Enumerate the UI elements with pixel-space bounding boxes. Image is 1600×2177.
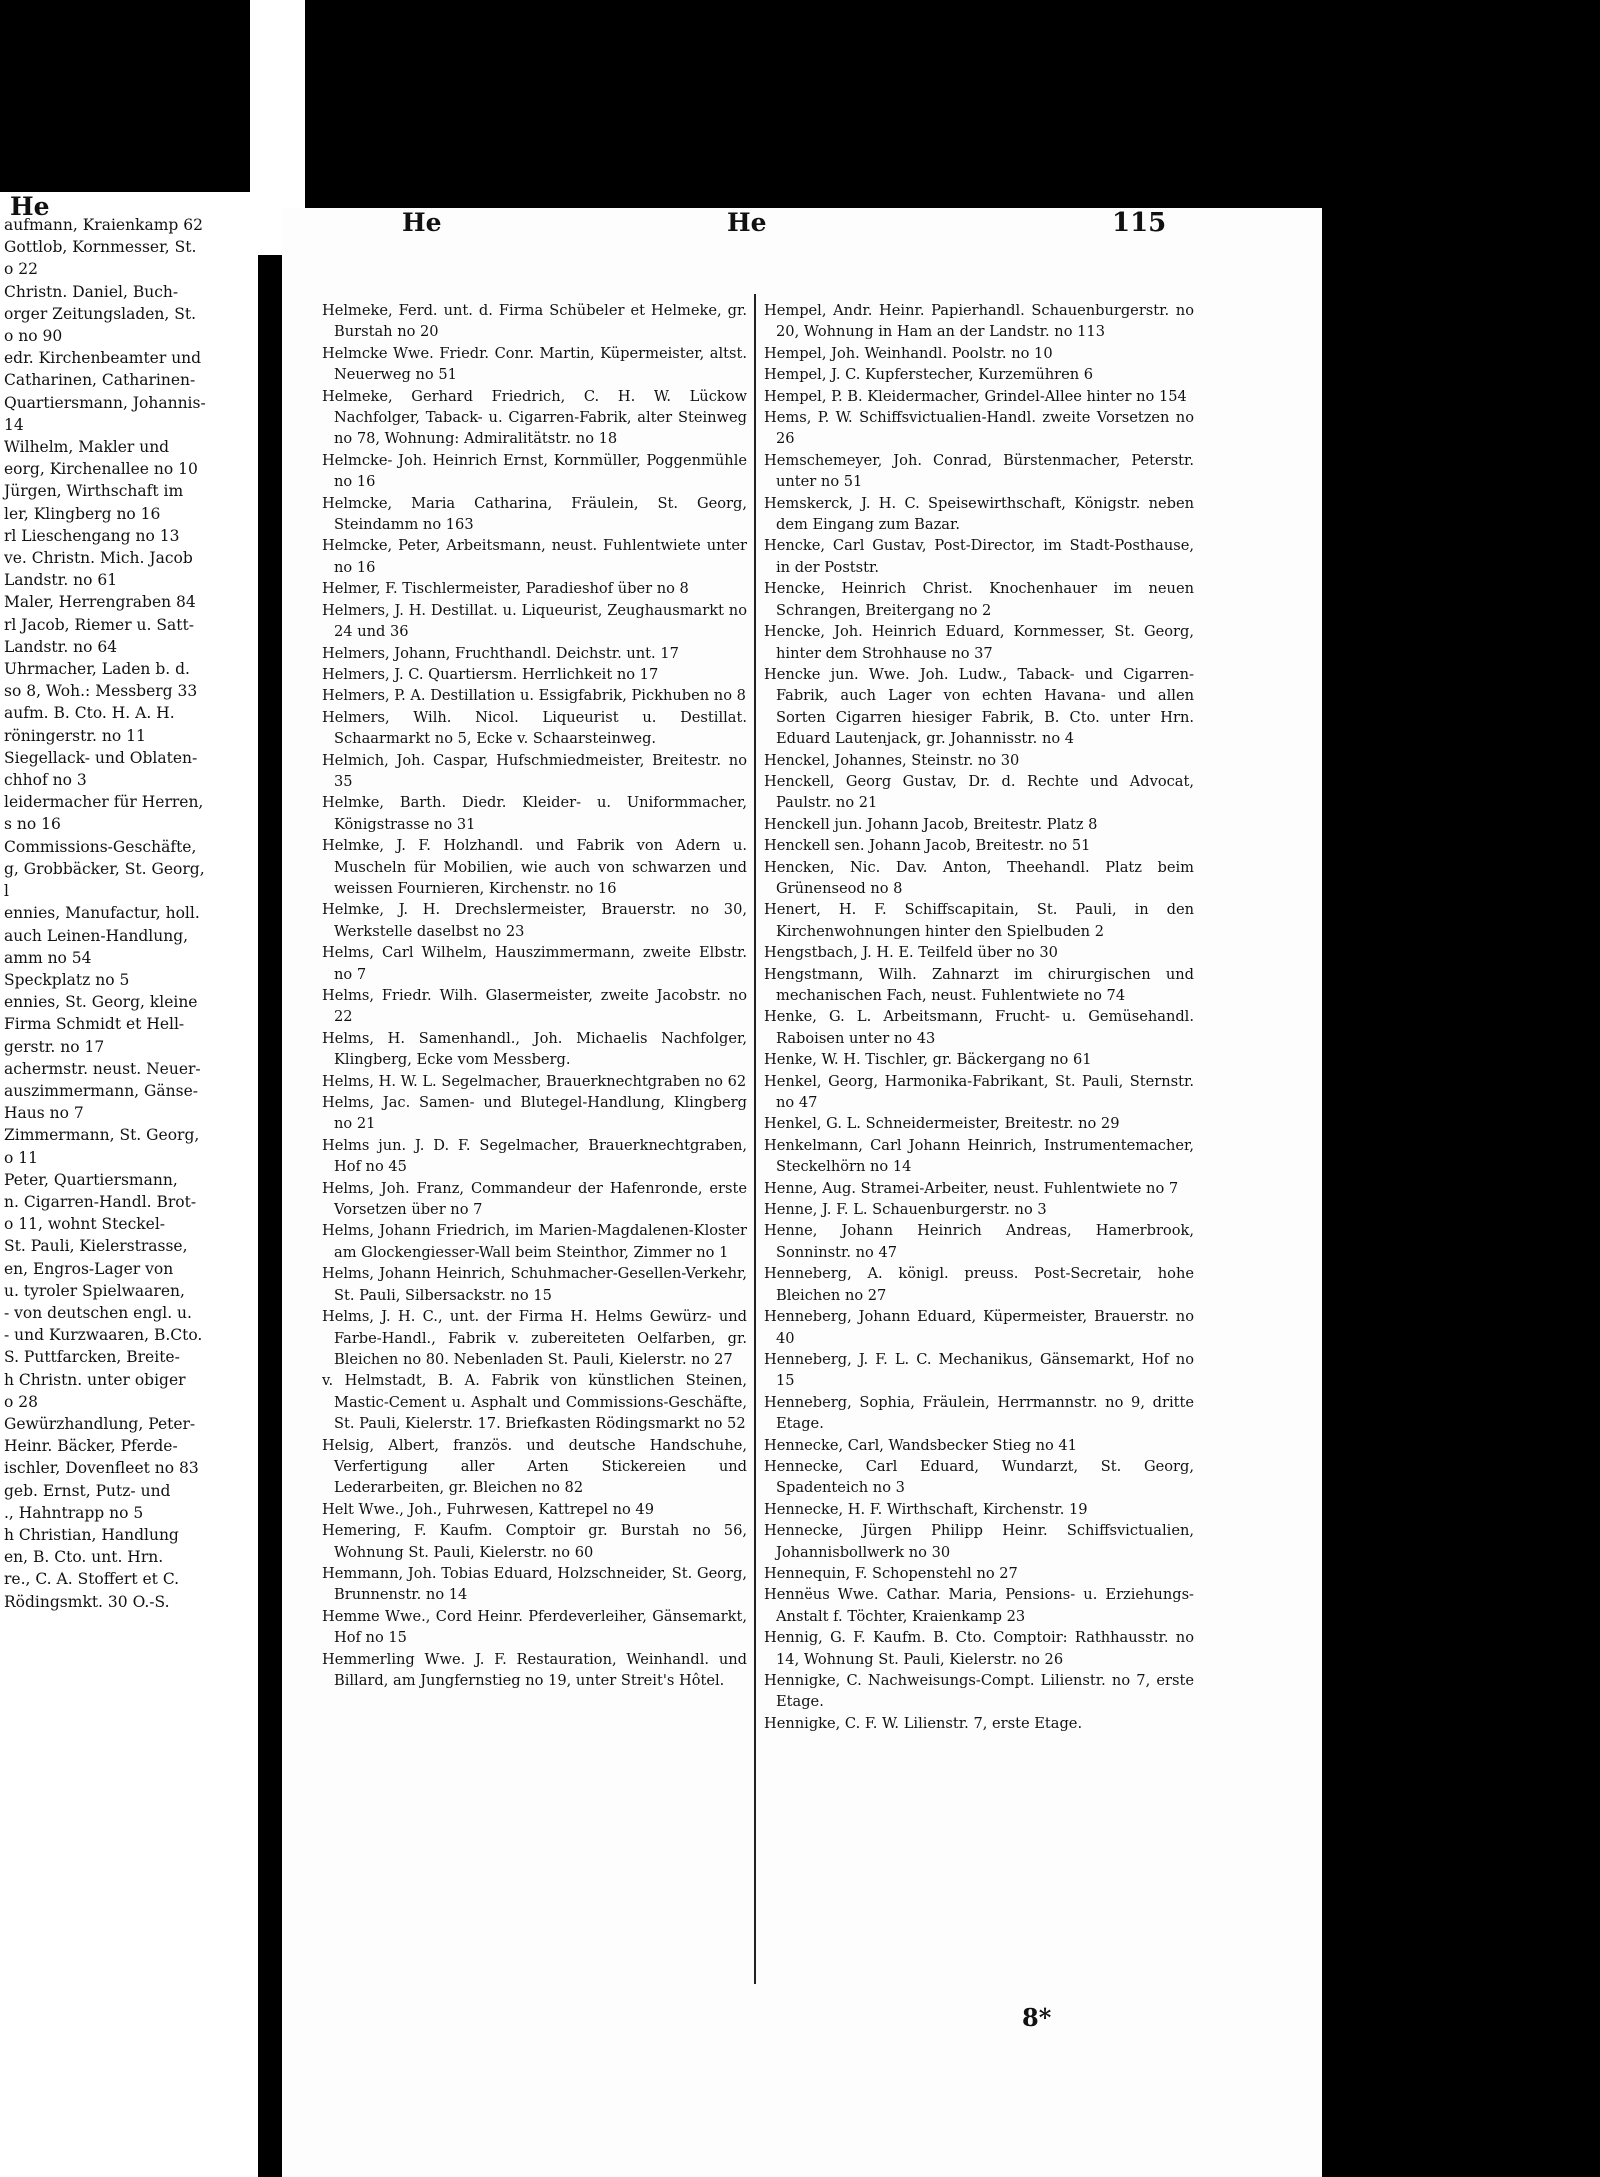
directory-entry: Hencken, Nic. Dav. Anton, Theehandl. Platz beim Grünenseod no 8 [764,858,1194,897]
directory-column-right [764,300,1194,1734]
directory-entry: Hemskerck, J. H. C. Speisewirthschaft, Königstr. neben dem Eingang zum Bazar. [764,494,1194,534]
left-page-line: rl Jacob, Riemer u. Satt- [4,615,194,634]
left-page-line: - von deutschen engl. u. [4,1303,192,1322]
directory-entry: Hennecke, Jürgen Philipp Heinr. Schiffsvictualien, Johannisbollwerk no 30 [764,1522,1194,1561]
left-page-line: Gottlob, Kornmesser, St. [4,238,197,257]
directory-entry: Helms jun. J. D. F. Segelmacher, Brauerknechtgraben, Hof no 45 [322,1136,747,1176]
left-page-line: auch Leinen-Handlung, [4,926,189,945]
directory-entry: Henkelmann, Carl Johann Heinrich, Instrumentemacher, Steckelhörn no 14 [764,1136,1194,1176]
left-page-line: 14 [4,415,24,434]
left-page-line: achermstr. neust. Neuer- [4,1059,201,1078]
left-page-line: Christn. Daniel, Buch- [4,282,179,301]
left-page-line: Zimmermann, St. Georg, [4,1126,200,1145]
directory-entry: Hemmann, Joh. Tobias Eduard, Holzschneider, St. Georg, Brunnenstr. no 14 [322,1564,747,1604]
left-page-line: Landstr. no 64 [4,637,118,656]
directory-entry: Henckell jun. Johann Jacob, Breitestr. Platz 8 [764,815,1098,833]
directory-entry: Helms, H. Samenhandl., Joh. Michaelis Nachfolger, Klingberg, Ecke vom Messberg. [322,1029,747,1069]
left-page-line: aufm. B. Cto. H. A. H. [4,704,175,723]
column-divider [754,294,756,1984]
left-page-line: s no 16 [4,815,61,834]
left-page-line: Rödingsmkt. 30 O.-S. [4,1592,170,1611]
left-page-line: Catharinen, Catharinen- [4,371,196,390]
left-page-line: u. tyroler Spielwaaren, [4,1281,185,1300]
left-page-line: Heinr. Bäcker, Pferde- [4,1437,178,1456]
directory-entry: Hencke, Joh. Heinrich Eduard, Kornmesser, St. Georg, hinter dem Strohhause no 37 [764,623,1194,662]
left-page-header: He [10,192,50,221]
left-page-line: o 28 [4,1392,38,1411]
directory-entry: Hencke jun. Wwe. Joh. Ludw., Taback- und Cigarren-Fabrik, auch Lager von echten Havana- und allen Sorten Cigarren hiesiger Fabrik, B. Cto. unter Hrn. Eduard Lautenjack, gr. Johannisstr. no 4 [764,665,1194,748]
left-page-line: Peter, Quartiersmann, [4,1170,178,1189]
directory-column-left [322,300,747,1691]
directory-entry: Henneberg, A. königl. preuss. Post-Secretair, hohe Bleichen no 27 [764,1265,1194,1304]
left-page-line: ler, Klingberg no 16 [4,504,161,523]
directory-entry: Helmcke, Maria Catharina, Fräulein, St. Georg, Steindamm no 163 [322,494,747,534]
directory-entry: Hems, P. W. Schiffsvictualien-Handl. zweite Vorsetzen no 26 [764,409,1194,448]
directory-entry: Helmers, Johann, Fruchthandl. Deichstr. unt. 17 [322,644,679,662]
left-page-line: Speckplatz no 5 [4,970,130,989]
directory-entry: Helsig, Albert, französ. und deutsche Handschuhe, Verfertigung aller Arten Stickereien und Lederarbeiten, gr. Bleichen no 82 [322,1436,747,1497]
directory-entry: Henke, W. H. Tischler, gr. Bäckergang no 61 [764,1051,1092,1069]
directory-entry: Hemmerling Wwe. J. F. Restauration, Weinhandl. und Billard, am Jungfernstieg no 19, unter Streit's Hôtel. [322,1650,747,1689]
directory-entry: Helmeke, Ferd. unt. d. Firma Schübeler et Helmeke, gr. Burstah no 20 [322,302,747,341]
directory-entry: Helmers, P. A. Destillation u. Essigfabrik, Pickhuben no 8 [322,687,746,705]
directory-entry: Hemme Wwe., Cord Heinr. Pferdeverleiher, Gänsemarkt, Hof no 15 [322,1607,747,1647]
left-page-line: ischler, Dovenfleet no 83 [4,1459,199,1478]
left-page-line: Jürgen, Wirthschaft im [4,482,184,501]
directory-entry: Hempel, P. B. Kleidermacher, Grindel-Allee hinter no 154 [764,387,1187,405]
directory-entry: Helmers, J. C. Quartiersm. Herrlichkeit no 17 [322,665,659,683]
left-page-line: edr. Kirchenbeamter und [4,349,202,368]
directory-entry: Helmers, Wilh. Nicol. Liqueurist u. Destillat. Schaarmarkt no 5, Ecke v. Schaarsteinweg. [322,708,747,748]
left-page-line: o no 90 [4,327,63,346]
left-page-line: Commissions-Geschäfte, [4,837,197,856]
directory-entry: Hencke, Carl Gustav, Post-Director, im Stadt-Posthause, in der Poststr. [764,537,1194,576]
directory-entry: Henckell sen. Johann Jacob, Breitestr. no 51 [764,837,1091,855]
left-page-line: ennies, St. Georg, kleine [4,993,198,1012]
left-page-line: Haus no 7 [4,1104,84,1123]
directory-entry: Hempel, Joh. Weinhandl. Poolstr. no 10 [764,344,1053,362]
directory-entry: Henneberg, Sophia, Fräulein, Herrmannstr. no 9, dritte Etage. [764,1393,1194,1433]
left-page-line: ., Hahntrapp no 5 [4,1503,144,1522]
left-page-line: o 11, wohnt Steckel- [4,1215,166,1234]
left-page-line: Siegellack- und Oblaten- [4,748,198,767]
left-page-line: so 8, Woh.: Messberg 33 [4,682,198,701]
directory-entry: v. Helmstadt, B. A. Fabrik von künstlichen Steinen, Mastic-Cement u. Asphalt und Commissions-Geschäfte, St. Pauli, Kielerstr. 17. Briefkasten Rödingsmarkt no 52 [322,1372,747,1433]
directory-entry: Helt Wwe., Joh., Fuhrwesen, Kattrepel no 49 [322,1500,654,1518]
right-page [282,208,1322,2177]
left-page-line: orger Zeitungsladen, St. [4,304,197,323]
directory-entry: Henke, G. L. Arbeitsmann, Frucht- u. Gemüsehandl. Raboisen unter no 43 [764,1008,1194,1047]
left-page-line: n. Cigarren-Handl. Brot- [4,1192,197,1211]
directory-entry: Henckell, Georg Gustav, Dr. d. Rechte und Advocat, Paulstr. no 21 [764,772,1194,812]
directory-entry: Henne, J. F. L. Schauenburgerstr. no 3 [764,1201,1047,1219]
directory-entry: Helmer, F. Tischlermeister, Paradieshof über no 8 [322,580,689,598]
left-page-line: geb. Ernst, Putz- und [4,1481,171,1500]
left-page-line: Firma Schmidt et Hell- [4,1015,185,1034]
left-page-line: gerstr. no 17 [4,1037,105,1056]
signature-mark: 8* [1022,2003,1052,2032]
directory-entry: Henneberg, J. F. L. C. Mechanikus, Gänsemarkt, Hof no 15 [764,1350,1194,1390]
left-page-line: St. Pauli, Kielerstrasse, [4,1237,188,1256]
directory-entry: Hennëus Wwe. Cathar. Maria, Pensions- u. Erziehungs-Anstalt f. Töchter, Kraienkamp 23 [764,1586,1194,1625]
directory-entry: Helms, J. H. C., unt. der Firma H. Helms Gewürz- und Farbe-Handl., Fabrik v. zubereiteten Oelfarben, gr. Bleichen no 80. Nebenladen St. Pauli, Kielerstr. no 27 [322,1308,747,1368]
directory-entry: Helms, Johann Heinrich, Schuhmacher-Gesellen-Verkehr, St. Pauli, Silbersackstr. no 15 [322,1265,747,1304]
directory-entry: Hemschemeyer, Joh. Conrad, Bürstenmacher, Peterstr. unter no 51 [764,451,1194,491]
left-page-line: rl Lieschengang no 13 [4,526,180,545]
left-page-line: leidermacher für Herren, [4,793,204,812]
left-page-line: en, Engros-Lager von [4,1259,174,1278]
left-page-line: o 11 [4,1148,38,1167]
left-page-line: l [4,882,9,901]
directory-entry: Hempel, J. C. Kupferstecher, Kurzemühren 6 [764,366,1094,384]
left-page-line: Quartiersmann, Johannis- [4,393,206,412]
directory-entry: Helms, Johann Friedrich, im Marien-Magdalenen-Kloster am Glockengiesser-Wall beim Steinthor, Zimmer no 1 [322,1222,747,1261]
directory-entry: Hennigke, C. Nachweisungs-Compt. Lilienstr. no 7, erste Etage. [764,1672,1194,1711]
directory-entry: Hennecke, H. F. Wirthschaft, Kirchenstr. 19 [764,1500,1088,1518]
directory-entry: Helms, Carl Wilhelm, Hauszimmermann, zweite Elbstr. no 7 [322,944,747,983]
directory-entry: Helms, Jac. Samen- und Blutegel-Handlung, Klingberg no 21 [322,1094,747,1133]
directory-entry: Henneberg, Johann Eduard, Küpermeister, Brauerstr. no 40 [764,1308,1194,1347]
left-page-line: h Christian, Handlung [4,1525,179,1544]
directory-entry: Helmke, Barth. Diedr. Kleider- u. Uniformmacher, Königstrasse no 31 [322,794,747,833]
directory-entry: Henckel, Johannes, Steinstr. no 30 [764,751,1020,769]
left-page-line: en, B. Cto. unt. Hrn. [4,1548,164,1567]
directory-entry: Helms, Friedr. Wilh. Glasermeister, zweite Jacobstr. no 22 [322,987,747,1026]
left-page-line: amm no 54 [4,948,92,967]
directory-entry: Helmcke Wwe. Friedr. Conr. Martin, Küpermeister, altst. Neuerweg no 51 [322,344,747,384]
left-page-line: g, Grobbäcker, St. Georg, [4,859,205,878]
left-page-line: ve. Christn. Mich. Jacob [4,549,193,568]
directory-entry: Hempel, Andr. Heinr. Papierhandl. Schauenburgerstr. no 20, Wohnung in Ham an der Landstr. no 113 [764,302,1194,341]
right-page-header-right: He [727,208,767,237]
directory-entry: Hennig, G. F. Kaufm. B. Cto. Comptoir: Rathhausstr. no 14, Wohnung St. Pauli, Kielerstr. no 26 [764,1629,1194,1668]
page-number: 115 [1112,208,1167,238]
left-page-line: - und Kurzwaaren, B.Cto. [4,1326,203,1345]
directory-entry: Helmke, J. H. Drechslermeister, Brauerstr. no 30, Werkstelle daselbst no 23 [322,901,747,940]
left-page-line: ennies, Manufactur, holl. [4,904,200,923]
directory-entry: Hennequin, F. Schopenstehl no 27 [764,1564,1018,1582]
left-page-line: re., C. A. Stoffert et C. [4,1570,180,1589]
directory-entry: Helmers, J. H. Destillat. u. Liqueurist, Zeughausmarkt no 24 und 36 [322,601,747,641]
left-page-line: Gewürzhandlung, Peter- [4,1414,196,1433]
directory-entry: Hennigke, C. F. W. Lilienstr. 7, erste Etage. [764,1714,1083,1732]
left-page-line: aufmann, Kraienkamp 62 [4,216,203,234]
left-page-line: chhof no 3 [4,771,87,790]
left-page-line: röningerstr. no 11 [4,726,146,745]
directory-entry: Hennecke, Carl, Wandsbecker Stieg no 41 [764,1436,1077,1454]
left-page-line: Uhrmacher, Laden b. d. [4,660,190,679]
left-page-line: Maler, Herrengraben 84 [4,593,196,612]
left-page-line: h Christn. unter obiger [4,1370,186,1389]
directory-entry: Hengstmann, Wilh. Zahnarzt im chirurgischen und mechanischen Fach, neust. Fuhlentwiete no 74 [764,965,1194,1004]
left-page-line: Landstr. no 61 [4,571,118,590]
right-page-header-left: He [402,208,442,237]
directory-entry: Helms, Joh. Franz, Commandeur der Hafenronde, erste Vorsetzen über no 7 [322,1179,747,1219]
left-page-line: auszimmermann, Gänse- [4,1081,199,1100]
directory-entry: Henne, Johann Heinrich Andreas, Hamerbrook, Sonninstr. no 47 [764,1222,1194,1261]
directory-entry: Hengstbach, J. H. E. Teilfeld über no 30 [764,944,1058,962]
directory-entry: Henkel, Georg, Harmonika-Fabrikant, St. Pauli, Sternstr. no 47 [764,1072,1194,1112]
left-page-line: S. Puttfarcken, Breite- [4,1348,180,1367]
directory-entry: Helmeke, Gerhard Friedrich, C. H. W. Lückow Nachfolger, Taback- u. Cigarren-Fabrik, alter Steinweg no 78, Wohnung: Admiralitätstr. no 18 [322,387,747,448]
directory-entry: Helmich, Joh. Caspar, Hufschmiedmeister, Breitestr. no 35 [322,751,747,790]
directory-entry: Helms, H. W. L. Segelmacher, Brauerknechtgraben no 62 [322,1072,747,1090]
left-page [0,192,258,2177]
directory-entry: Henert, H. F. Schiffscapitain, St. Pauli, in den Kirchenwohnungen hinter den Spielbuden 2 [764,901,1194,940]
left-page-line: o 22 [4,260,38,279]
directory-entry: Helmcke- Joh. Heinrich Ernst, Kornmüller, Poggenmühle no 16 [322,451,747,491]
directory-entry: Hemering, F. Kaufm. Comptoir gr. Burstah no 56, Wohnung St. Pauli, Kielerstr. no 60 [322,1522,747,1561]
directory-entry: Helmke, J. F. Holzhandl. und Fabrik von Adern u. Muscheln für Mobilien, wie auch von schwarzen und weissen Fournieren, Kirchenstr. no 16 [322,837,747,897]
directory-entry: Henkel, G. L. Schneidermeister, Breitestr. no 29 [764,1115,1120,1133]
directory-entry: Hencke, Heinrich Christ. Knochenhauer im neuen Schrangen, Breitergang no 2 [764,580,1194,619]
directory-entry: Hennecke, Carl Eduard, Wundarzt, St. Georg, Spadenteich no 3 [764,1457,1194,1497]
left-page-line: eorg, Kirchenallee no 10 [4,460,198,479]
left-page-text [4,214,254,1613]
left-page-line: Wilhelm, Makler und [4,438,170,457]
directory-entry: Helmcke, Peter, Arbeitsmann, neust. Fuhlentwiete unter no 16 [322,537,747,576]
directory-entry: Henne, Aug. Stramei-Arbeiter, neust. Fuhlentwiete no 7 [764,1179,1179,1197]
